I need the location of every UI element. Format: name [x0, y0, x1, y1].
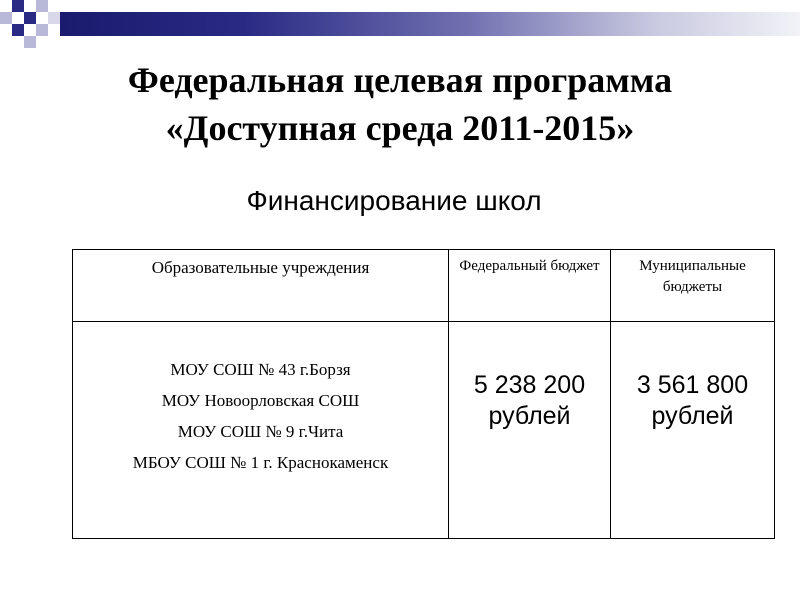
header-municipal-budgets: Муниципальные бюджеты [611, 250, 775, 322]
title-line-2: «Доступная среда 2011-2015» [165, 108, 635, 148]
slide-title [0, 56, 800, 152]
table-header-row [73, 250, 775, 322]
municipal-amount-unit: рублей [651, 402, 734, 430]
decor-square [0, 12, 12, 24]
table-row [73, 322, 775, 539]
institution-item: МОУ СОШ № 9 г.Чита [177, 422, 344, 441]
decor-square [36, 24, 48, 36]
federal-amount-unit: рублей [488, 402, 571, 430]
institution-item: МБОУ СОШ № 1 г. Краснокаменск [132, 453, 389, 472]
decor-square [48, 12, 60, 24]
cell-institutions [73, 322, 449, 539]
decor-square [36, 0, 48, 12]
institution-item: МОУ Новоорловская СОШ [161, 391, 360, 410]
decor-square [12, 24, 24, 36]
municipal-amount-value: 3 561 800 [636, 371, 749, 399]
header-institutions: Образовательные учреждения [73, 250, 449, 322]
funding-table [72, 249, 775, 539]
header-band [60, 12, 800, 36]
cell-municipal-amount [611, 322, 775, 539]
decor-square [24, 36, 36, 48]
cell-federal-amount [449, 322, 611, 539]
title-line-1: Федеральная целевая программа [127, 60, 673, 100]
federal-amount-value: 5 238 200 [473, 371, 586, 399]
slide-subtitle: Финансирование школ [246, 185, 542, 216]
decor-square [24, 12, 36, 24]
decor-square [12, 0, 24, 12]
institution-item: МОУ СОШ № 43 г.Борзя [170, 360, 351, 379]
header-federal-budget: Федеральный бюджет [449, 250, 611, 322]
